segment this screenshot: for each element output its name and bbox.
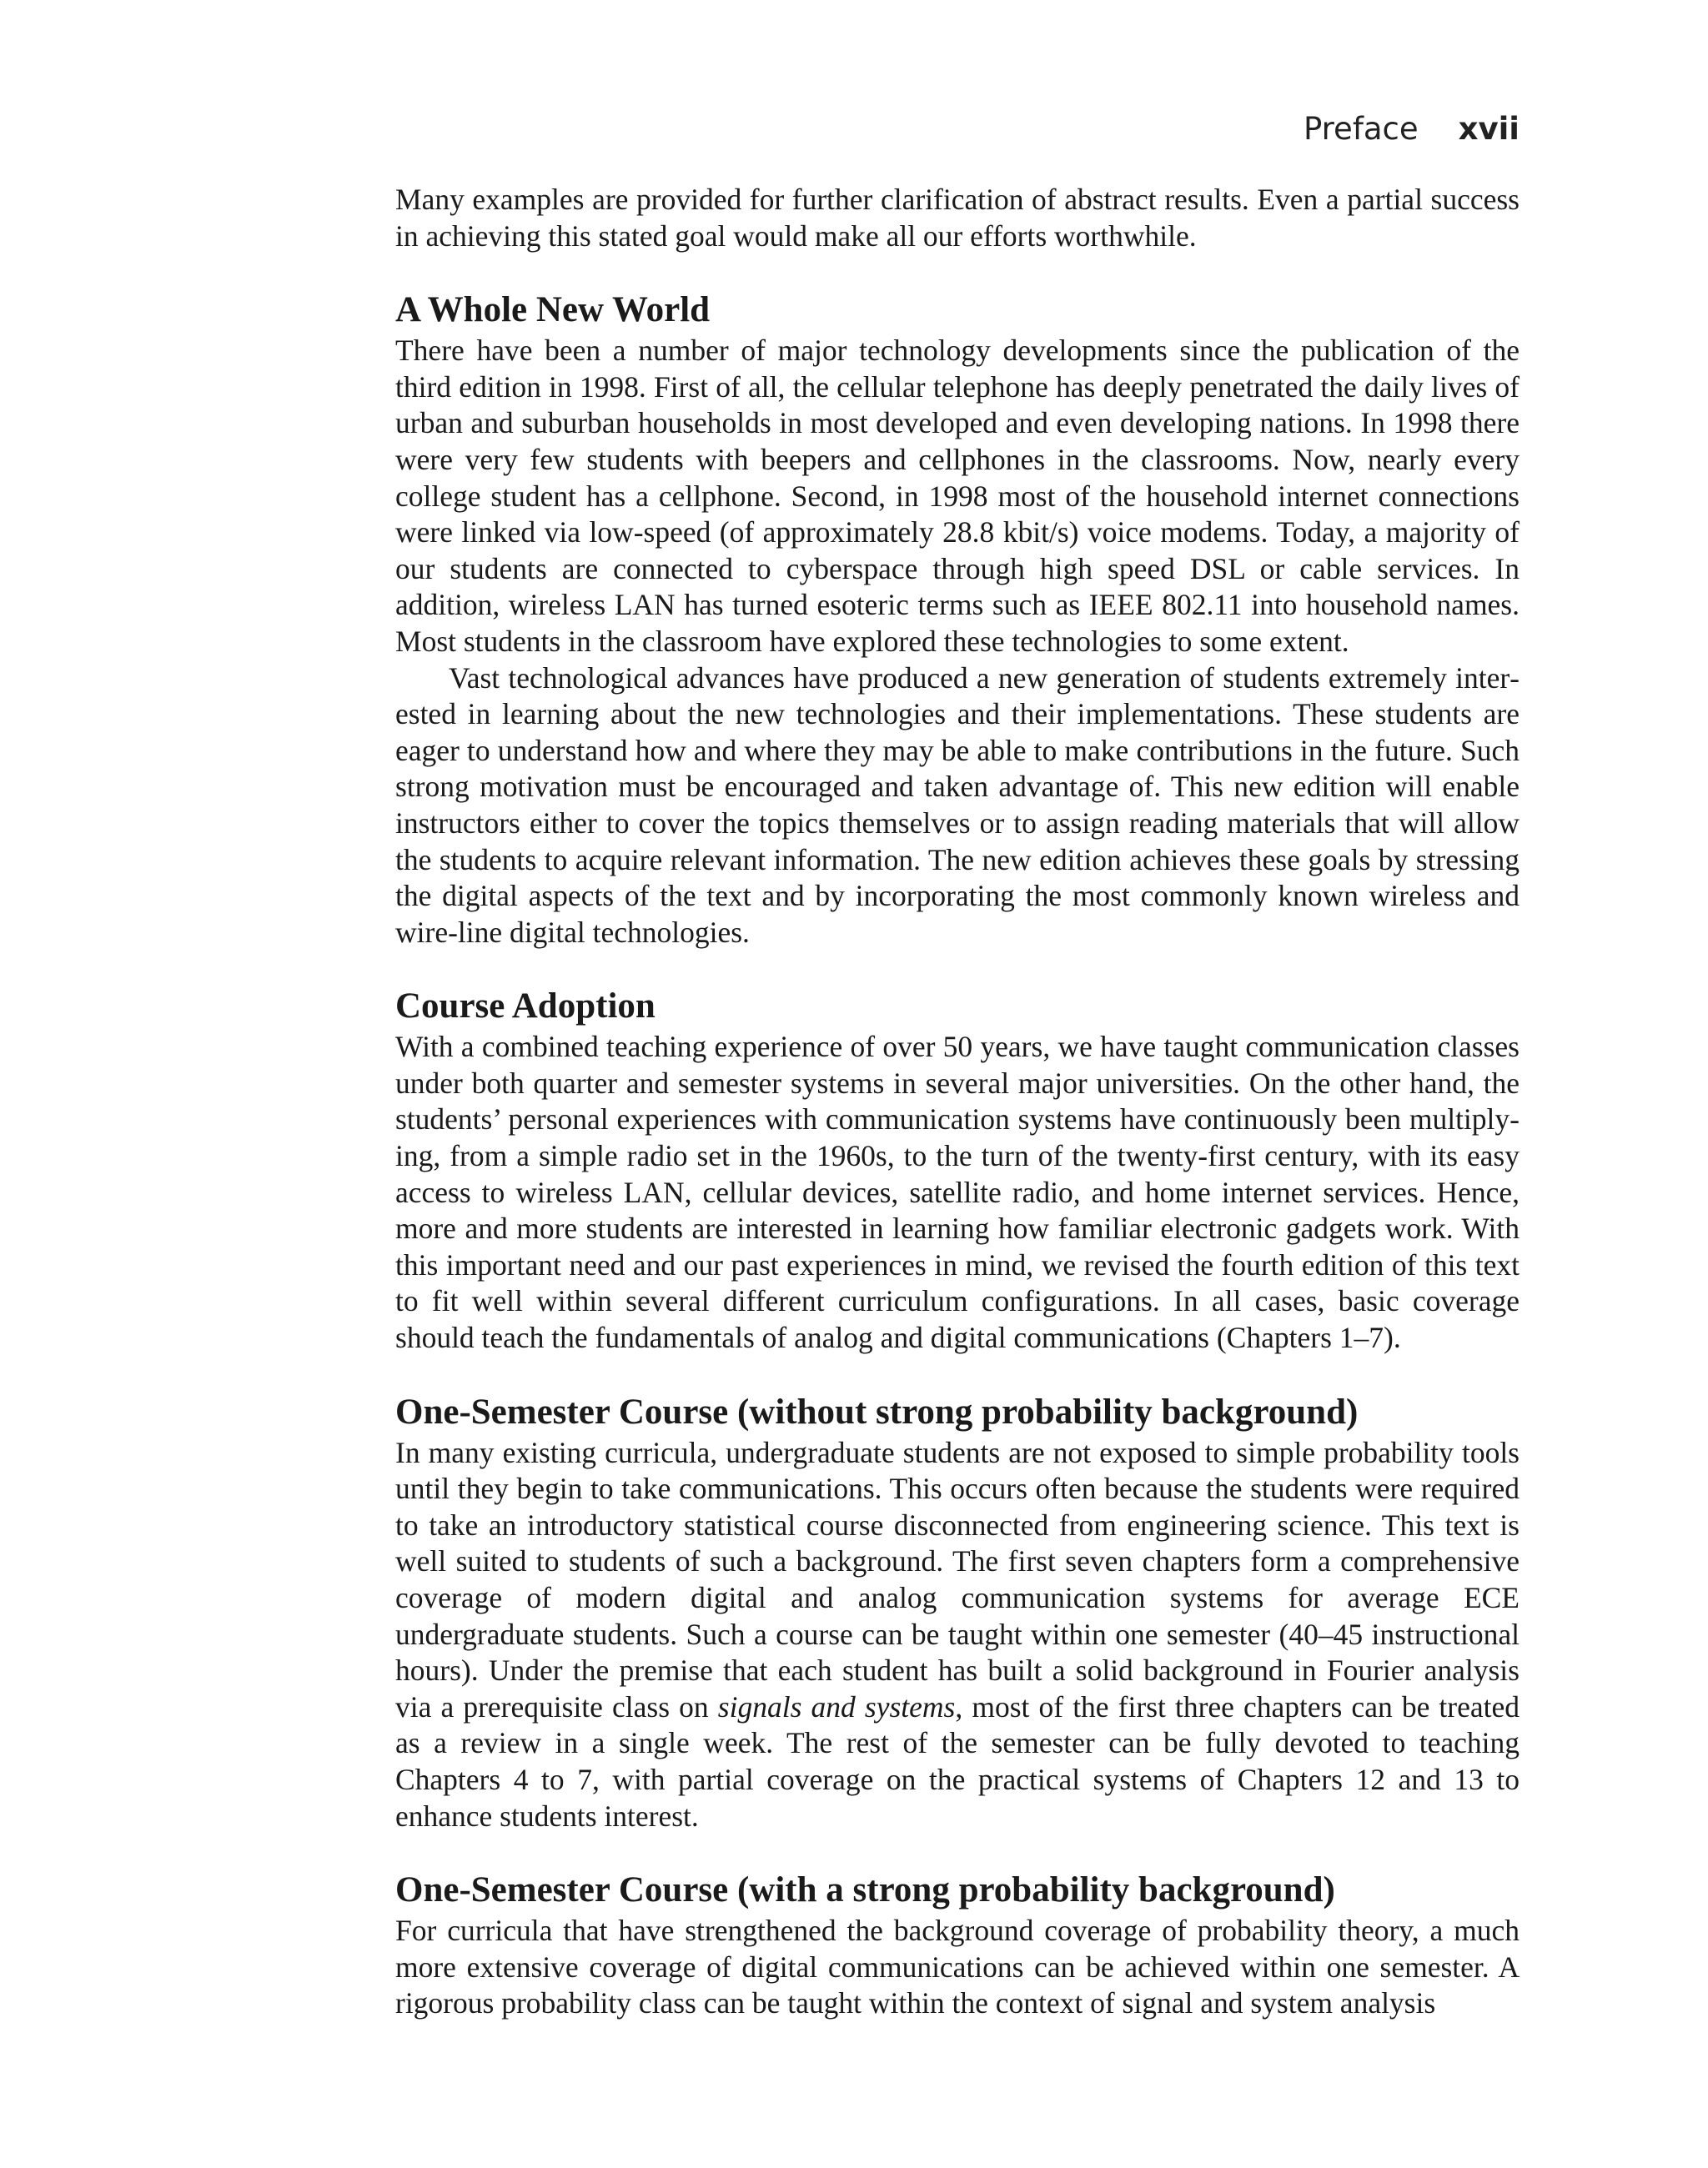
paragraph-course-adoption-1: With a combined teaching experience of over 50 years, we have taught communication classes under both quarter and semester systems in several major universities. On the other hand, the students’ personal experiences with communication systems have continuously been multiplying, from a simple radio set in the 1960s, to the turn of the twenty-first century, with its easy access to wireless LAN, cellular devices, satellite radio, and home internet services. Hence, more and more students are interested in learning how familiar electronic gadgets work. With this important need and our past experiences in mind, we revised the fourth edition of this text to fit well within several different curriculum configurations. In all cases, basic coverage should teach the fundamentals of analog and digital communications (Chapters 1–7). bbox=[395, 1030, 1520, 1355]
paragraph-whole-new-world-1: There have been a number of major technology developments since the publication of the third edition in 1998. First of all, the cellular telephone has deeply penetrated the daily lives of urban and suburban households in most developed and even developing nations. In 1998 there were very few students with beepers and cellphones in the classrooms. Now, nearly every college student has a cellphone. Second, in 1998 most of the household internet connections were linked via low-speed (of approximately 28.8 kbit/s) voice modems. Today, a majority of our students are connected to cyberspace through high speed DSL or cable services. In addition, wireless LAN has turned esoteric terms such as IEEE 802.11 into household names. Most students in the classroom have explored these technologies to some extent. bbox=[395, 334, 1520, 658]
paragraph-one-semester-with-probability: For curricula that have strengthened the background coverage of probability theory, a much more extensive coverage of digital communications can be achieved within one semester. A rigorous probability class can be taught within the context of signal and system analysis bbox=[395, 1914, 1520, 2020]
italic-term: signals and systems bbox=[717, 1689, 956, 1724]
paragraph-text-part: , most of the first three chapters can be treated as a review in a single week. The rest of the semester can be fully devoted to teaching Chapters 4 to 7, with partial coverage on the practical systems of Chapters 12 and 13 to enhance students interest. bbox=[395, 1689, 1520, 1833]
page-number: xvii bbox=[1458, 111, 1520, 147]
section-heading-one-semester-with-probability: One-Semester Course (with a strong probability background) bbox=[395, 1870, 1335, 1910]
running-title: Preface bbox=[1304, 111, 1419, 147]
page-header bbox=[395, 107, 1520, 152]
section-heading-course-adoption: Course Adoption bbox=[395, 986, 656, 1026]
page-body bbox=[395, 182, 1520, 2022]
intro-paragraph: Many examples are provided for further clarification of abstract results. Even a partial success in achieving this stated goal would make all our efforts worthwhile. bbox=[395, 183, 1520, 253]
paragraph-whole-new-world-2: Vast technological advances have produced a new generation of students extremely interested in learning about the new technologies and their implementations. These students are eager to understand how and where they may be able to make contributions in the future. Such strong motivation must be encouraged and taken advantage of. This new edition will enable instructors either to cover the topics themselves or to assign reading materials that will allow the students to acquire relevant information. The new edition achieves these goals by stressing the digital aspects of the text and by incorporating the most commonly known wireless and wire-line digital technologies. bbox=[395, 660, 1520, 949]
paragraph-one-semester-without-probability bbox=[395, 1435, 1520, 1835]
paragraph-text-part: In many existing curricula, undergraduate students are not exposed to simple probability tools until they begin to take communications. This occurs often because the students were required to take an introductory statistical course disconnected from engineering science. This text is well suited to students of such a background. The first seven chapters form a comprehensive coverage of modern digital and analog communication systems for average ECE undergraduate students. Such a course can be taught within one semester (40–45 instructional hours). Under the premise that each student has built a solid background in Fourier analysis via a prerequisite class on bbox=[395, 1435, 1520, 1724]
section-heading-one-semester-without-probability: One-Semester Course (without strong probability background) bbox=[395, 1392, 1359, 1432]
section-heading-whole-new-world: A Whole New World bbox=[395, 290, 711, 330]
